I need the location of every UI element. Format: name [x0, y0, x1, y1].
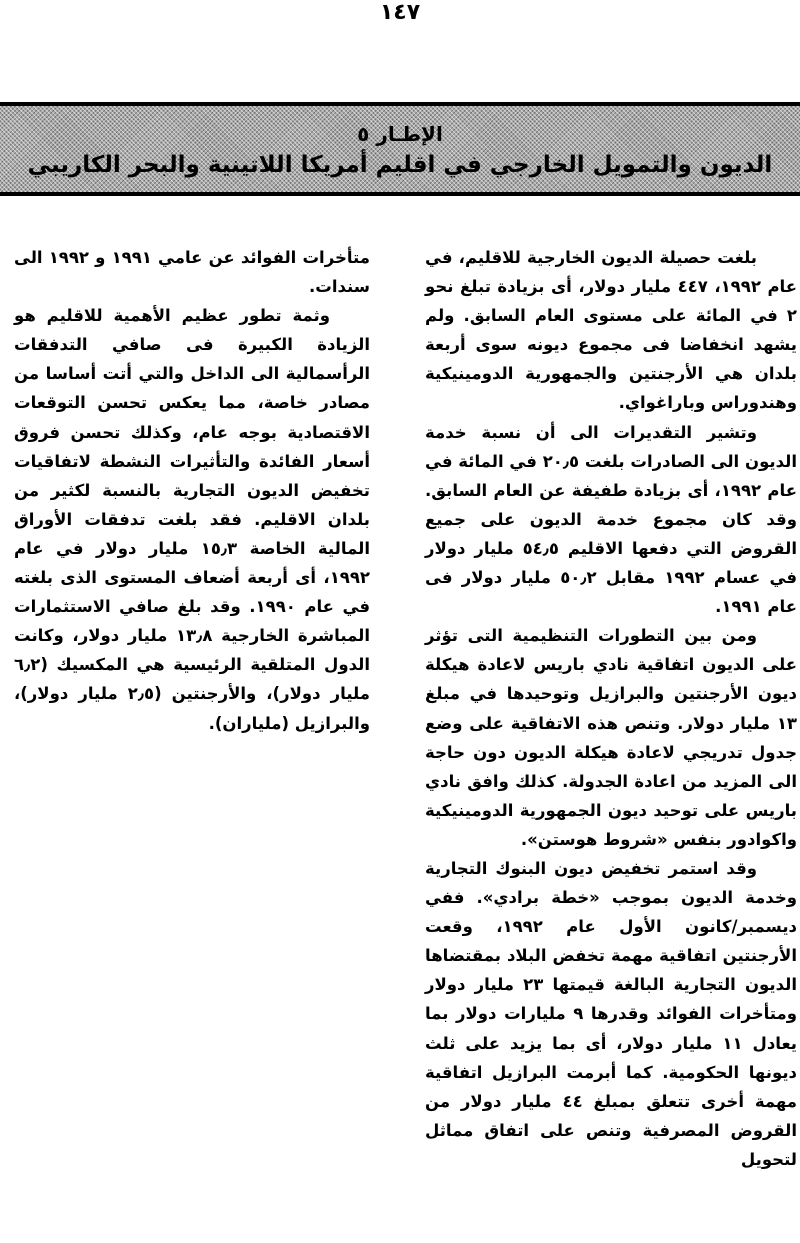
paragraph: وقد استمر تخفيض ديون البنوك التجارية وخدمة الديون بموجب «خطة برادي». ففي ديسمبر/كانون الأول عام ١٩٩٢، وقعت الأرجنتين اتفاقية مهمة تخفض البلاد بمقتضاها الديون التجارية البالغة قيمتها ٢٣ مليار دولار ومتأخرات الفوائد وقدرها ٩ مليارات دولار بما يعادل ١١ مليار دولار، أى بما يزيد على ثلث ديونها الحكومية. كما أبرمت البرازيل اتفاقية مهمة أخرى تتعلق بمبلغ ٤٤ مليار دولار من القروض المصرفية وتنص على اتفاق مماثل لتحويل	[425, 858, 797, 1169]
paragraph-continued: متأخرات الفوائد عن عامي ١٩٩١ و ١٩٩٢ الى سندات.	[14, 248, 370, 297]
box-subtitle: الديون والتمويل الخارجي في اقليم أمريكا اللاتينية والبحر الكاريبي	[27, 152, 773, 178]
paragraph: ومن بين التطورات التنظيمية التى تؤثر على الديون اتفاقية نادي باريس لاعادة هيكلة ديون الأرجنتين والبرازيل وتوحيدها في مبلغ ١٣ مليار دولار. وتنص هذه الاتفاقية على وضع جدول تدريجي لاعادة هيكلة الديون دون حاجة الى المزيد من اعادة الجدولة. كذلك وافق نادي باريس على توحيد ديون الجمهورية الدومينيكية واكوادور بنفس «شروط هوستن».	[425, 626, 797, 849]
paragraph: وثمة تطور عظيم الأهمية للاقليم هو الزيادة الكبيرة فى صافي التدفقات الرأسمالية الى الداخل والتي أتت أساسا من مصادر خاصة، مما يعكس تحسن التوقعات الاقتصادية بوجه عام، وكذلك تحسن فروق أسعار الفائدة والتأثيرات النشطة لاتفاقيات تخفيض الديون التجارية بالنسبة لكثير من بلدان الاقليم. فقد بلغت تدفقات الأوراق المالية الخاصة ١٥٫٣ مليار دولار في عام ١٩٩٢، أى أربعة أضعاف المستوى الذى بلغته في عام ١٩٩٠. وقد بلغ صافي الاستثمارات المباشرة الخارجية ١٣٫٨ مليار دولار، وكانت الدول المتلقية الرئيسية هي المكسيك (٦٫٢ مليار دولار)، والأرجنتين (٢٫٥ مليار دولار)، والبرازيل (ملياران).	[14, 306, 371, 733]
left-text-column	[14, 243, 370, 738]
right-text-column	[425, 243, 797, 1174]
box-title: الإطـار ٥	[357, 122, 443, 146]
paragraph: بلغت حصيلة الديون الخارجية للاقليم، في عام ١٩٩٢، ٤٤٧ مليار دولار، أى بزيادة تبلغ نحو ٢ في المائة على مستوى العام السابق. ولم يشهد انخفاضا فى مجموع ديونه سوى أربعة بلدان هي الأرجنتين والجمهورية الدومينيكية وهندوراس وباراغواي.	[425, 248, 797, 413]
paragraph: وتشير التقديرات الى أن نسبة خدمة الديون الى الصادرات بلغت ٢٠٫٥ في المائة في عام ١٩٩٢، أى بزيادة طفيفة عن العام السابق. وقد كان مجموع خدمة الديون على جميع القروض التي دفعها الاقليم ٥٤٫٥ مليار دولار في عسام ١٩٩٢ مقابل ٥٠٫٢ مليار دولار فى عام ١٩٩١.	[425, 422, 798, 617]
boxed-heading	[0, 102, 800, 196]
page-number: ١٤٧	[379, 0, 421, 25]
